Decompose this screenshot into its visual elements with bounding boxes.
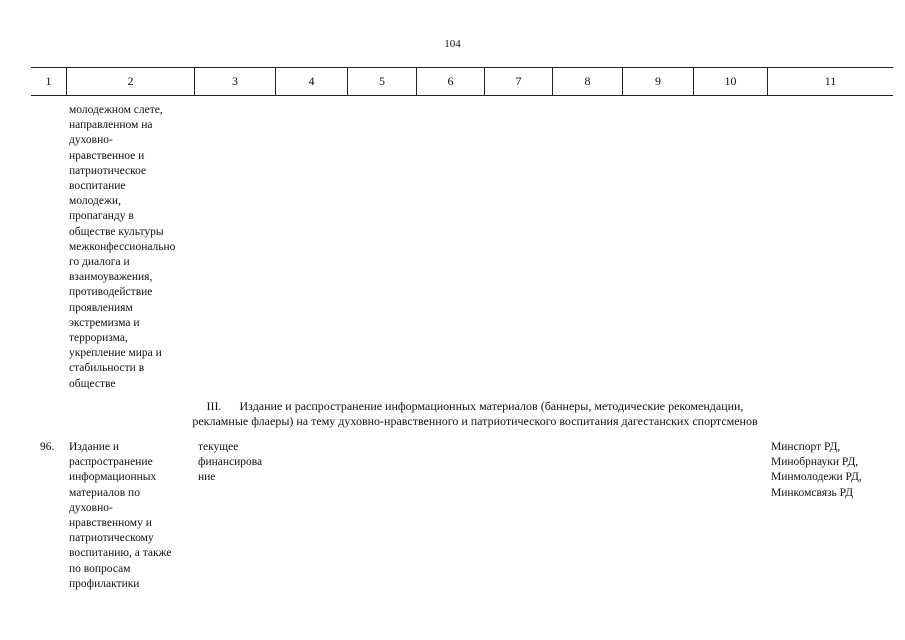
column-header-4: 4 [275, 68, 347, 95]
section-title-line2: рекламные флаеры) на тему духовно-нравственного и патриотического воспитания дагестанских спортсменов [192, 414, 758, 428]
column-header-9: 9 [622, 68, 693, 95]
column-header-5: 5 [347, 68, 416, 95]
column-header-row [31, 67, 893, 96]
section-heading [150, 399, 800, 429]
column-header-11: 11 [767, 68, 893, 95]
column-header-10: 10 [693, 68, 767, 95]
page-number: 104 [444, 38, 461, 50]
row-funding-text: текущее финансирова ние [198, 441, 263, 484]
row-number: 96. [40, 441, 55, 453]
continued-activity-text: молодежном слете, направленном на духовно- нравственное и патриотическое воспитание молодежи, пропаганду в обществе культуры межконфессионально го диалога и взаимоуважения, противодействие проявлениям экстремизма и терроризма, укрепление мира и стабильности в обществе [69, 104, 176, 390]
section-title-line1: Издание и распространение информационных материалов (баннеры, методические рекомендации, [239, 399, 744, 413]
column-header-1: 1 [45, 74, 52, 88]
column-header-7: 7 [484, 68, 552, 95]
row-activity-text: Издание и распространение информационных материалов по духовно- нравственному и патриотическому воспитанию, а также по вопросам профилактики [69, 441, 172, 590]
row-executors-text: Минспорт РД, Минобрнауки РД, Минмолодежи РД, Минкомсвязь РД [771, 441, 862, 499]
column-header-3: 3 [194, 68, 275, 95]
section-roman-numeral: III. [206, 399, 222, 413]
column-header-6: 6 [416, 68, 484, 95]
column-header-2: 2 [66, 68, 194, 95]
column-header-8: 8 [552, 68, 622, 95]
